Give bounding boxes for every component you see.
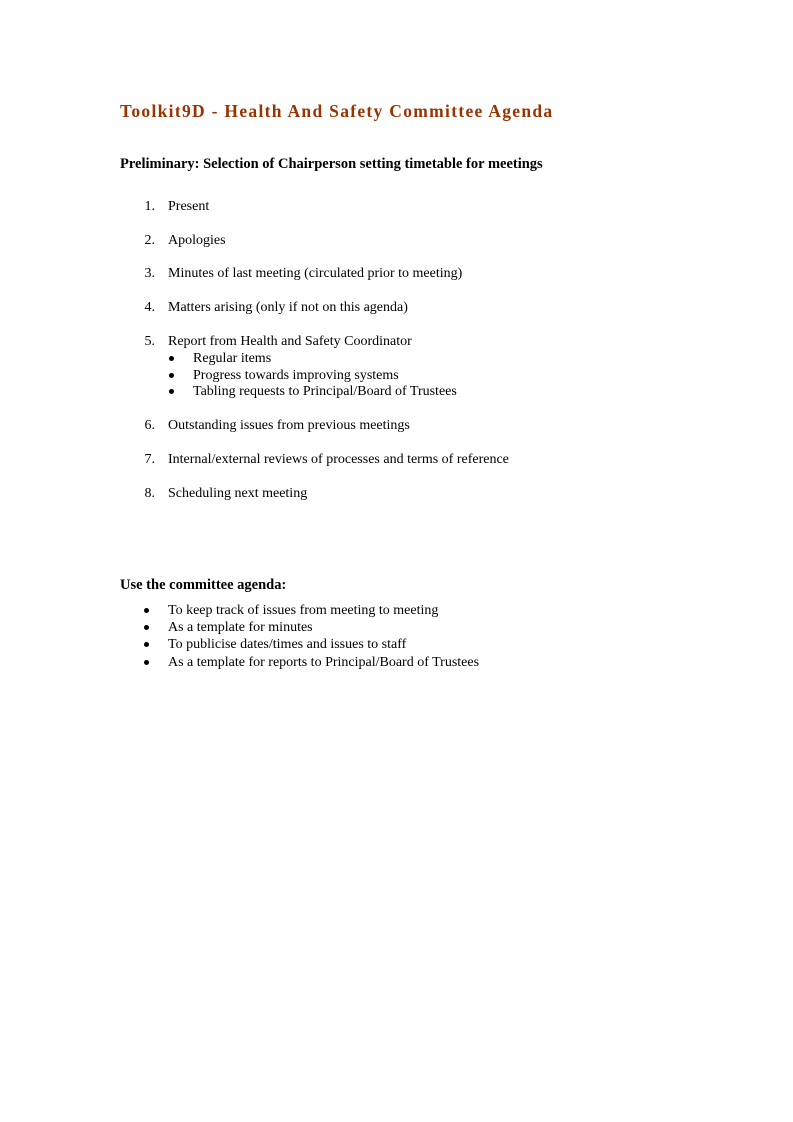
agenda-item-number: 3. bbox=[144, 266, 155, 281]
document-title: Toolkit9D - Health And Safety Committee Agenda bbox=[120, 101, 554, 121]
bullet-icon bbox=[169, 373, 174, 378]
agenda-item-number: 6. bbox=[144, 418, 155, 433]
agenda-item-text: Outstanding issues from previous meetings bbox=[168, 418, 410, 433]
bullet-icon bbox=[144, 608, 149, 613]
agenda-item-text: Present bbox=[168, 199, 210, 214]
bullet-icon bbox=[144, 660, 149, 665]
agenda-subitem-text: Tabling requests to Principal/Board of Trustees bbox=[193, 384, 457, 399]
agenda-item-text: Minutes of last meeting (circulated prior to meeting) bbox=[168, 266, 463, 281]
agenda-item-number: 7. bbox=[144, 452, 155, 467]
agenda-item-text: Apologies bbox=[168, 233, 226, 248]
agenda-item-number: 5. bbox=[144, 334, 155, 349]
preliminary-heading: Preliminary: Selection of Chairperson setting timetable for meetings bbox=[120, 156, 543, 172]
bullet-icon bbox=[169, 389, 174, 394]
usage-item-text: As a template for minutes bbox=[168, 620, 313, 635]
agenda-item-number: 1. bbox=[144, 199, 155, 214]
agenda-item-text: Scheduling next meeting bbox=[168, 486, 308, 501]
bullet-icon bbox=[144, 642, 149, 647]
usage-item-text: To publicise dates/times and issues to staff bbox=[168, 637, 407, 652]
agenda-item-number: 2. bbox=[144, 233, 155, 248]
usage-item-text: As a template for reports to Principal/Board of Trustees bbox=[168, 655, 480, 670]
agenda-subitem-text: Regular items bbox=[193, 351, 272, 366]
agenda-subitem-text: Progress towards improving systems bbox=[193, 368, 399, 383]
agenda-item-text: Internal/external reviews of processes and terms of reference bbox=[168, 452, 509, 467]
usage-heading: Use the committee agenda: bbox=[120, 577, 287, 593]
agenda-item-number: 8. bbox=[144, 486, 155, 501]
bullet-icon bbox=[169, 356, 174, 361]
agenda-item-number: 4. bbox=[144, 300, 155, 315]
bullet-icon bbox=[144, 625, 149, 630]
agenda-item-text: Report from Health and Safety Coordinator bbox=[168, 334, 412, 349]
agenda-item-text: Matters arising (only if not on this agenda) bbox=[168, 300, 408, 315]
usage-item-text: To keep track of issues from meeting to meeting bbox=[168, 603, 439, 618]
